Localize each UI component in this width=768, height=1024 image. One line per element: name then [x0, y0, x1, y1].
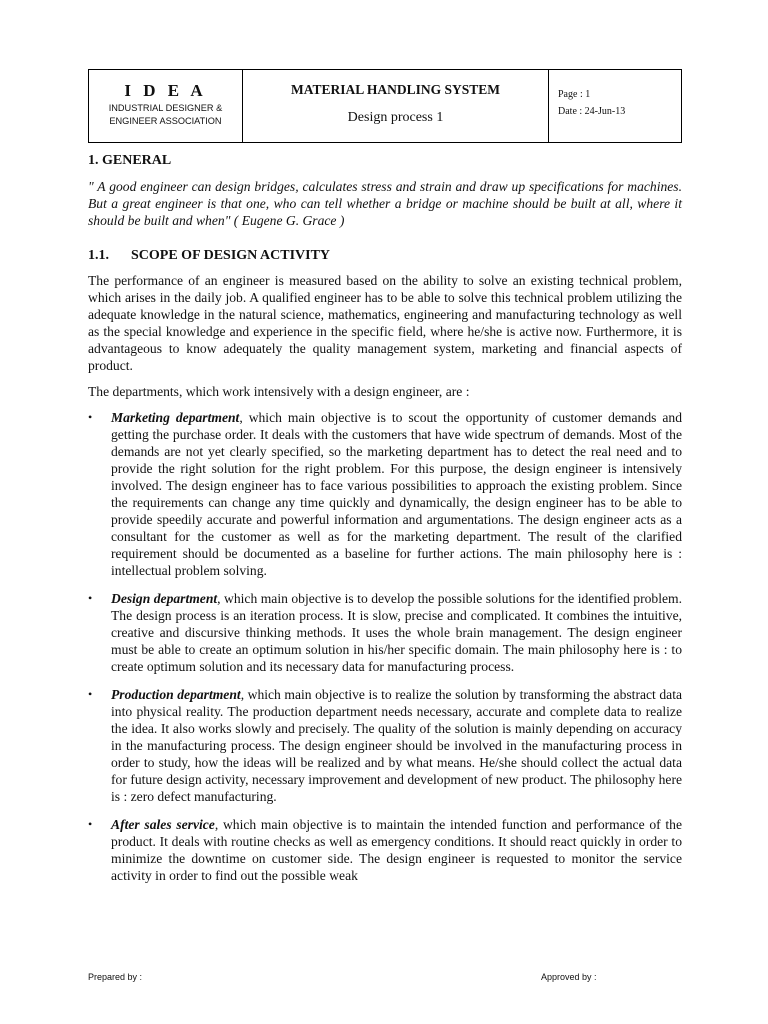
department-name: Design department — [111, 591, 218, 606]
list-item — [88, 816, 682, 884]
document-subtitle: Design process 1 — [347, 110, 444, 125]
departments-list — [88, 409, 682, 884]
departments-intro: The departments, which work intensively with a design engineer, are : — [88, 384, 470, 399]
document-title: MATERIAL HANDLING SYSTEM — [290, 82, 501, 97]
title-cell — [243, 70, 549, 142]
meta-cell — [549, 70, 681, 142]
list-item — [88, 686, 682, 805]
department-name: After sales service — [111, 817, 215, 832]
bullet-icon: • — [88, 410, 93, 424]
bullet-icon: • — [88, 591, 93, 605]
document-body — [88, 152, 682, 895]
organization-cell — [89, 70, 243, 142]
document-header — [88, 69, 682, 143]
organization-line-1: INDUSTRIAL DESIGNER & — [108, 103, 223, 113]
list-item — [88, 590, 682, 675]
department-name: Production department — [111, 687, 241, 702]
subsection-heading — [88, 247, 682, 265]
organization-name: I D E A — [124, 81, 207, 100]
subsection-number: 1.1. — [88, 248, 109, 263]
department-description: , which main objective is to maintain the intended function and performance of the product. It deals with routine checks as well as emergency conditions. It should react quickly in order to minimize the downtime on customer side. The design engineer is requested to monitor the service activity in order to find out the possible weak — [111, 817, 683, 883]
bullet-icon: • — [88, 687, 93, 701]
department-name: Marketing department — [111, 410, 240, 425]
scope-paragraph: The performance of an engineer is measured based on the ability to solve an existing technical problem, which arises in the daily job. A qualified engineer has to be able to solve this technical problem utilizing the adequate knowledge in the natural science, mathematics, engineering and manufacturing technology as well as the special knowledge and experience in the specific field, where he/she is active now. Furthermore, it is advantageous to know adequately the quality management system, marketing and financial aspects of product. — [88, 273, 682, 373]
department-description: , which main objective is to develop the possible solutions for the identified problem. The design process is an iteration process. It is slow, precise and complicated. It combines the intuitive, creative and discursive thinking methods. It uses the whole brain management. The design engineer must be able to create an optimum solution in his/her specific domain. The main philosophy here is : to create optimum solution and its necessary data for manufacturing process. — [111, 591, 682, 674]
subsection-title: SCOPE OF DESIGN ACTIVITY — [131, 248, 331, 263]
approved-by: Approved by : — [541, 972, 597, 982]
opening-quote: " A good engineer can design bridges, calculates stress and strain and draw up specifications for machines. But a great engineer is that one, who can tell whether a bridge or machine should be built at all, where it should be built and when" ( Eugene G. Grace ) — [88, 179, 682, 228]
bullet-icon: • — [88, 817, 93, 831]
list-item — [88, 409, 682, 579]
section-heading: 1. GENERAL — [88, 153, 172, 168]
department-description: , which main objective is to realize the solution by transforming the abstract data into physical reality. The production department needs necessary, accurate and complete data to realize the idea. It also works slowly and precisely. The quality of the solution is mainly depending on accuracy in the manufacturing process. The design engineer should be involved in the manufacturing process in order to study, how the ideas will be realized and by what means. He/she should collect the actual data for future design activity, necessary improvement and development of new product. The philosophy here is : zero defect manufacturing. — [111, 687, 683, 804]
department-description: , which main objective is to scout the opportunity of customer demands and getting the purchase order. It deals with the customers that have wide spectrum of demands. Most of the demands are not yet clearly specified, so the marketing department has to detect the real need and to provide the right solution for the right problem. For this purpose, the design engineer is intensively involved. The design engineer has to face various possibilities to approach the existing problem. Since the requirements can change any time quickly and dynamically, the design engineer has to be able to provide speedily accurate and powerful information and argumentations. The design engineer acts as a consultant for the customer as well as for the marketing department. The result of the clarified requirement should be documented as a baseline for further actions. The main philosophy here is : intellectual problem solving. — [111, 410, 683, 578]
prepared-by: Prepared by : — [88, 972, 143, 982]
organization-line-2: ENGINEER ASSOCIATION — [109, 115, 222, 126]
document-date: Date : 24-Jun-13 — [558, 106, 626, 117]
page-number: Page : 1 — [558, 89, 591, 100]
